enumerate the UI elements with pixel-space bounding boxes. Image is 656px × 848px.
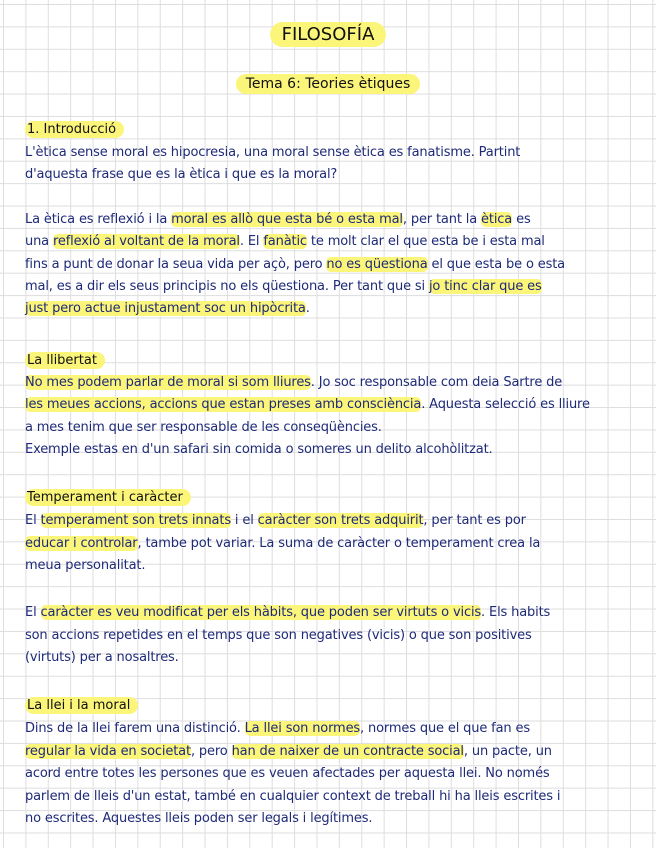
intro-line: [25, 212, 531, 227]
llei-line: parlem de lleis d'un estat, també en cualquier context de treball hi ha lleis escrites i: [25, 789, 561, 804]
text-run: . Els habits: [481, 605, 551, 620]
intro-line: [25, 257, 565, 272]
text-run: , per tant es por: [423, 513, 526, 528]
temperament-line: [25, 536, 540, 551]
llibertat-line: [25, 397, 590, 412]
text-run: , per tant la: [402, 212, 482, 227]
highlighted-text: temperament son trets innats: [40, 513, 231, 528]
heading-llei-text: La llei i la moral: [25, 697, 138, 714]
text-run: Dins de la llei farem una distinció.: [25, 721, 245, 736]
temperament-line: meua personalitat.: [25, 558, 146, 573]
heading-introduccio-text: 1. Introducció: [25, 121, 124, 138]
highlighted-text: no es qüestiona: [326, 257, 428, 272]
text-run: , normes que el que fan es: [360, 721, 530, 736]
text-run: , un pacte, un: [463, 744, 552, 759]
highlighted-text: caràcter es veu modificat per els hàbits, que poden ser virtuts o vicis: [40, 605, 482, 620]
highlighted-text: No mes podem parlar de moral si som lliures: [25, 375, 311, 390]
highlighted-text: moral es allò que esta bé o esta mal: [171, 212, 403, 227]
highlighted-text: les meues accions, accions que estan preses amb consciència: [25, 397, 422, 412]
text-run: .: [305, 301, 310, 316]
llei-line: [25, 721, 530, 736]
temperament-line: [25, 605, 550, 620]
highlighted-text: regular la vida en societat: [25, 744, 191, 759]
llei-line: acord entre totes les persones que es veuen afectades per aquesta llei. No només: [25, 766, 550, 781]
intro-line: [25, 301, 310, 316]
llibertat-line: a mes tenim que ser responsable de les conseqüències.: [25, 420, 382, 435]
temperament-line: [25, 513, 526, 528]
text-run: , tambe pot variar. La suma de caràcter o temperament crea la: [137, 536, 541, 551]
highlighted-text: caràcter son trets adquirit: [257, 513, 424, 528]
highlighted-text: jo tinc clar que es: [428, 279, 542, 294]
intro-line: d'aquesta frase que es la ètica i que es la moral?: [25, 167, 338, 182]
text-run: . Jo soc responsable com deia Sartre de: [310, 375, 563, 390]
intro-line: [25, 279, 542, 294]
page-title: [0, 24, 656, 45]
llei-line: [25, 744, 552, 759]
text-run: i el: [230, 513, 258, 528]
heading-introduccio: [25, 122, 124, 137]
heading-temperament: [25, 490, 191, 505]
text-run: La ètica es reflexió i la: [25, 212, 172, 227]
highlighted-text: La llei son normes: [244, 721, 361, 736]
heading-llibertat-text: La llibertat: [25, 352, 105, 369]
highlighted-text: just pero actue injustament soc un hipòcrita: [25, 301, 306, 316]
llibertat-line: Exemple estas en d'un safari sin comida o someres un delito alcohòlitzat.: [25, 442, 493, 457]
highlighted-text: han de naixer de un contracte social: [231, 744, 464, 759]
heading-llibertat: [25, 353, 105, 368]
text-run: es: [512, 212, 531, 227]
text-run: el que esta be o esta: [427, 257, 565, 272]
text-run: . El: [239, 234, 264, 249]
heading-llei: [25, 698, 138, 713]
text-run: El: [25, 605, 41, 620]
text-run: , pero: [190, 744, 232, 759]
llibertat-line: [25, 375, 562, 390]
temperament-line: (virtuts) per a nosaltres.: [25, 650, 179, 665]
heading-temperament-text: Temperament i caràcter: [25, 489, 191, 506]
highlighted-text: fanàtic: [263, 234, 307, 249]
page-subtitle: [0, 76, 656, 92]
text-run: fins a punt de donar la seua vida per açò, pero: [25, 257, 327, 272]
text-run: mal, es a dir els seus principis no els qüestiona. Per tant que si: [25, 279, 429, 294]
page-title-text: FILOSOFÍA: [270, 22, 387, 47]
text-run: . Aquesta selecció es lliure: [421, 397, 590, 412]
highlighted-text: reflexió al voltant de la moral: [52, 234, 240, 249]
highlighted-text: educar i controlar: [25, 536, 138, 551]
intro-line: L'ètica sense moral es hipocresia, una moral sense ètica es fanatisme. Partint: [25, 145, 521, 160]
intro-line: [25, 234, 545, 249]
temperament-line: son accions repetides en el temps que son negatives (vicis) o que son positives: [25, 628, 532, 643]
highlighted-text: ètica: [481, 212, 513, 227]
page-subtitle-text: Tema 6: Teories ètiques: [236, 74, 421, 94]
text-run: una: [25, 234, 53, 249]
llei-line: no escrites. Aquestes lleis poden ser legals i legítimes.: [25, 811, 373, 826]
text-run: te molt clar el que esta be i esta mal: [306, 234, 545, 249]
text-run: El: [25, 513, 41, 528]
